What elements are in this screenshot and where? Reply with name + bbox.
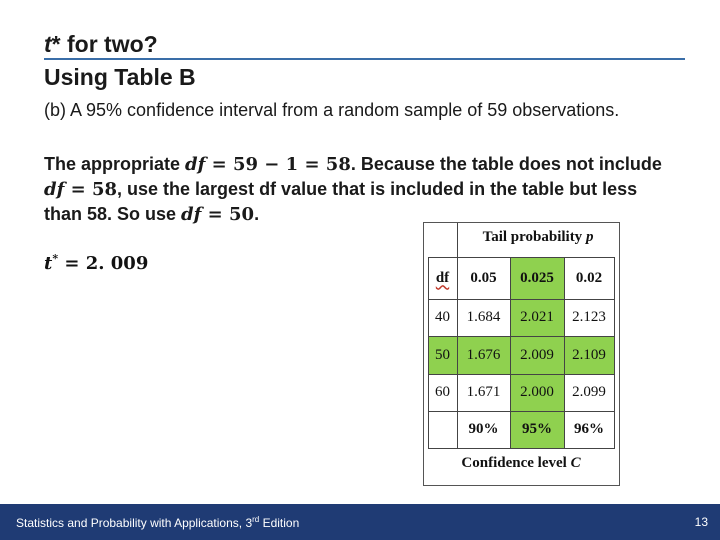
math-df: df xyxy=(44,179,65,200)
table-cell: 2.000 xyxy=(520,384,554,400)
table-cell: 2.009 xyxy=(520,346,554,363)
paragraph-question: (b) A 95% confidence interval from a random sample of 59 observations. xyxy=(44,100,620,120)
title-t: t xyxy=(44,31,52,57)
slide-footer xyxy=(0,504,720,540)
tail-probability-header: Tail probability p xyxy=(482,228,594,245)
row-df: 40 xyxy=(435,309,450,325)
df-header: df xyxy=(435,269,450,286)
col-header: 0.02 xyxy=(575,269,603,286)
table-cell: 1.676 xyxy=(466,346,501,363)
slide-title xyxy=(44,28,158,60)
t-star-superscript: * xyxy=(52,252,59,265)
math-equation: = 59 − 1 = 58 xyxy=(205,154,351,175)
table-cell: 2.109 xyxy=(572,346,606,363)
col-header: 0.025 xyxy=(520,269,554,286)
confidence-cell: 90% xyxy=(468,421,499,437)
math-df: df xyxy=(185,154,206,175)
footer-book-title: Statistics and Probability with Applications, 3rd Edition xyxy=(16,515,300,530)
title-divider xyxy=(44,58,685,60)
table-cell: 2.123 xyxy=(572,309,606,325)
text-segment: . Because the table does not include xyxy=(350,154,662,174)
confidence-cell: 95% xyxy=(522,421,552,437)
confidence-cell: 96% xyxy=(574,421,604,437)
text-segment: The appropriate xyxy=(44,154,186,174)
t-symbol: t xyxy=(44,253,53,274)
table-cell: 1.684 xyxy=(466,309,501,325)
math-equation: = 50 xyxy=(201,204,255,225)
confidence-level-footer: Confidence level C xyxy=(461,454,581,471)
title-rest: * for two? xyxy=(51,31,158,57)
t-table-excerpt xyxy=(423,222,620,486)
slide-subtitle: Using Table B xyxy=(44,64,196,90)
text-segment: . xyxy=(254,204,260,224)
row-df: 60 xyxy=(435,384,450,400)
t-star-result xyxy=(44,252,148,274)
math-equation: = 58 xyxy=(64,179,118,200)
col-header: 0.05 xyxy=(470,269,497,286)
t-star-value: = 2. 009 xyxy=(58,253,149,274)
text-segment: , use the largest df value that is included in the table but less than 58. So use xyxy=(44,179,638,224)
math-df: df xyxy=(181,204,202,225)
table-cell: 1.671 xyxy=(466,384,501,400)
paragraph-explanation xyxy=(44,152,664,227)
table-cell: 2.021 xyxy=(520,309,554,325)
table-cell: 2.099 xyxy=(572,384,606,400)
page-number: 13 xyxy=(694,515,708,529)
row-df: 50 xyxy=(435,346,450,363)
